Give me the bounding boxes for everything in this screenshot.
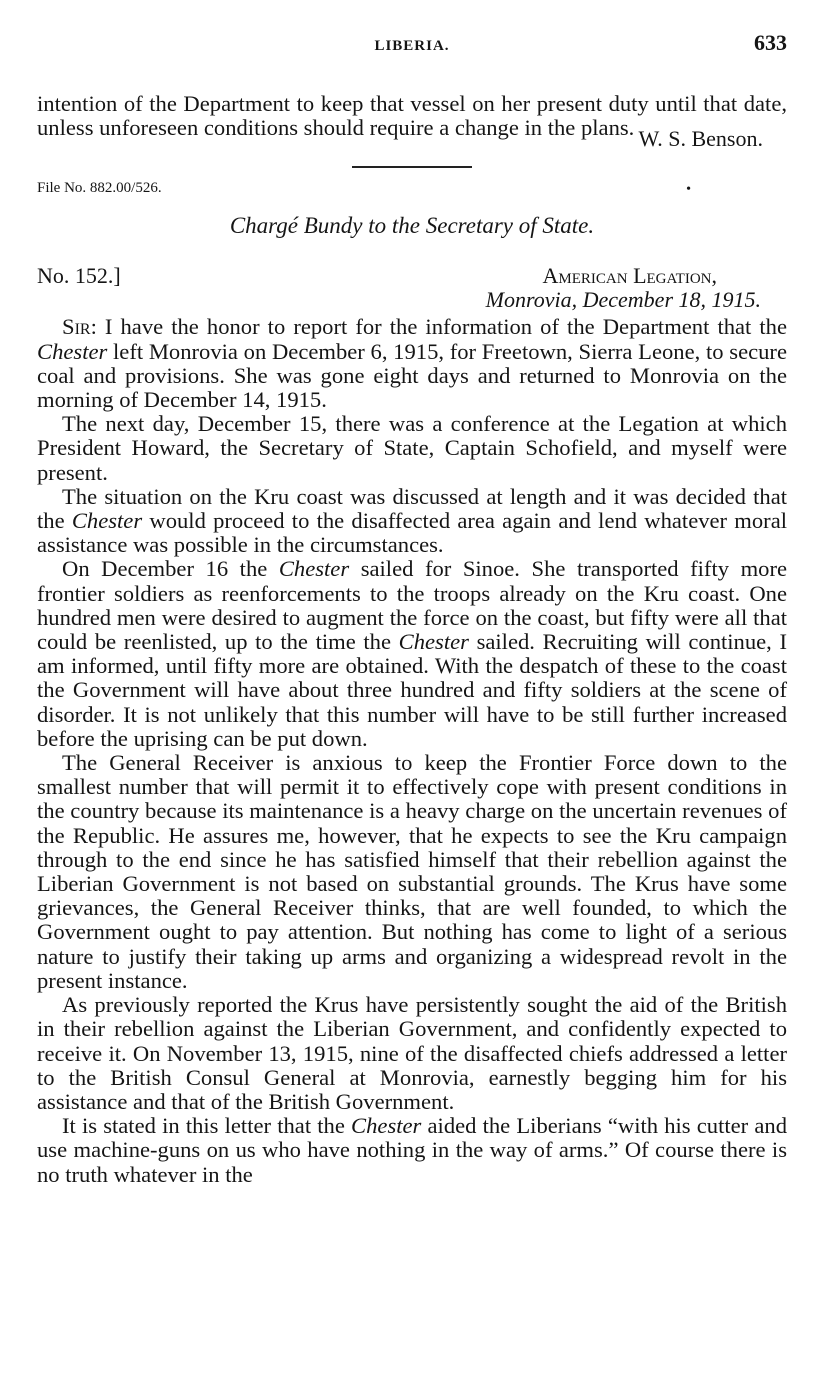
file-number: File No. 882.00/526. (37, 180, 162, 197)
paragraph-3-part-a: The situation on the Kru coast was discussed at length and it was decided that the (37, 483, 787, 534)
ship-name: Chester (398, 629, 469, 655)
dateline-date: Monrovia, December 18, 1915. (485, 287, 761, 313)
running-head: LIBERIA. (374, 38, 450, 54)
paragraph-4-part-c: sailed. Recruiting will continue, I am informed, until fifty more are obtained. With the despatch of these to the coast the Government will have about three hundred and fifty soldiers at the scene of disorder. It is not unlikely that this number will have to be still further increased before the uprising can be put down. (37, 629, 787, 751)
paragraph-7-part-b: aided the Liberians “with his cutter and use machine-guns on us who have nothing in the way of arms.” Of course there is no truth whatever in the (37, 1113, 787, 1187)
paragraph-3-part-b: would proceed to the disaffected area again and lend whatever moral assistance was possible in the circumstances. (37, 508, 788, 558)
document-page (37, 30, 787, 1187)
dateline-place: American Legation, (542, 263, 717, 289)
paragraph-7 (37, 1114, 787, 1187)
file-number-line (37, 180, 787, 197)
ship-name: Chester (351, 1113, 422, 1139)
paragraph-3 (37, 485, 787, 558)
carryover-paragraph: intention of the Department to keep that vessel on her present duty until that date, unless unforeseen conditions should require a change in the plans. (37, 91, 787, 141)
paragraph-2: The next day, December 15, there was a conference at the Legation at which President Howard, the Secretary of State, Captain Schofield, and myself were present. (37, 411, 787, 485)
paragraph-4-part-a: On December 16 the (62, 556, 268, 582)
paragraph-1-part-a: I have the honor to report for the information of the Department that the (104, 314, 787, 340)
section-divider (352, 166, 472, 168)
ship-name: Chester (37, 338, 108, 364)
paragraph-5: The General Receiver is anxious to keep the Frontier Force down to the smallest number that will permit it to effectively cope with present conditions in the country because its maintenance is a heavy charge on the uncertain revenues of the Republic. He assures me, however, that he expects to see the Kru campaign through to the end since he has satisfied himself that their rebellion against the Liberian Government is not based on substantial grounds. The Krus have some grievances, the General Receiver thinks, that are well founded, to which the Government ought to pay attention. But nothing has come to light of a serious nature to justify their taking up arms and organizing a widespread revolt in the present instance. (37, 750, 787, 993)
paragraph-4-part-b: sailed for Sinoe. She transported fifty more frontier soldiers as reenforcements to the troops already on the Kru coast. One hundred men were desired to augment the force on the coast, but fifty were all that could be reenlisted, up to the time the (37, 556, 787, 655)
document-title: Chargé Bundy to the Secretary of State. (229, 213, 595, 239)
ship-name: Chester (278, 556, 350, 582)
dateline (37, 263, 787, 315)
salutation: Sir: (62, 314, 97, 340)
bullet-mark: • (686, 182, 691, 198)
paragraph-6: As previously reported the Krus have persistently sought the aid of the British in their rebellion against the Liberian Government, and confidently expected to receive it. On November 13, 1915, nine of the disaffected chiefs addressed a letter to the British Consul General at Monrovia, earnestly begging him for his assistance and that of the British Government. (37, 992, 787, 1114)
paragraph-4 (37, 557, 787, 751)
page-number: 633 (754, 30, 787, 55)
paragraph-7-part-a: It is stated in this letter that the (62, 1113, 345, 1139)
paragraph-1-part-b: left Monrovia on December 6, 1915, for Freetown, Sierra Leone, to secure coal and provisions. She was gone eight days and returned to Monrovia on the morning of December 14, 1915. (37, 338, 787, 413)
ship-name: Chester (71, 508, 143, 534)
page-header (37, 30, 787, 60)
signature: W. S. Benson. (638, 126, 763, 152)
despatch-number: No. 152.] (37, 263, 121, 289)
paragraph-1 (37, 315, 787, 412)
